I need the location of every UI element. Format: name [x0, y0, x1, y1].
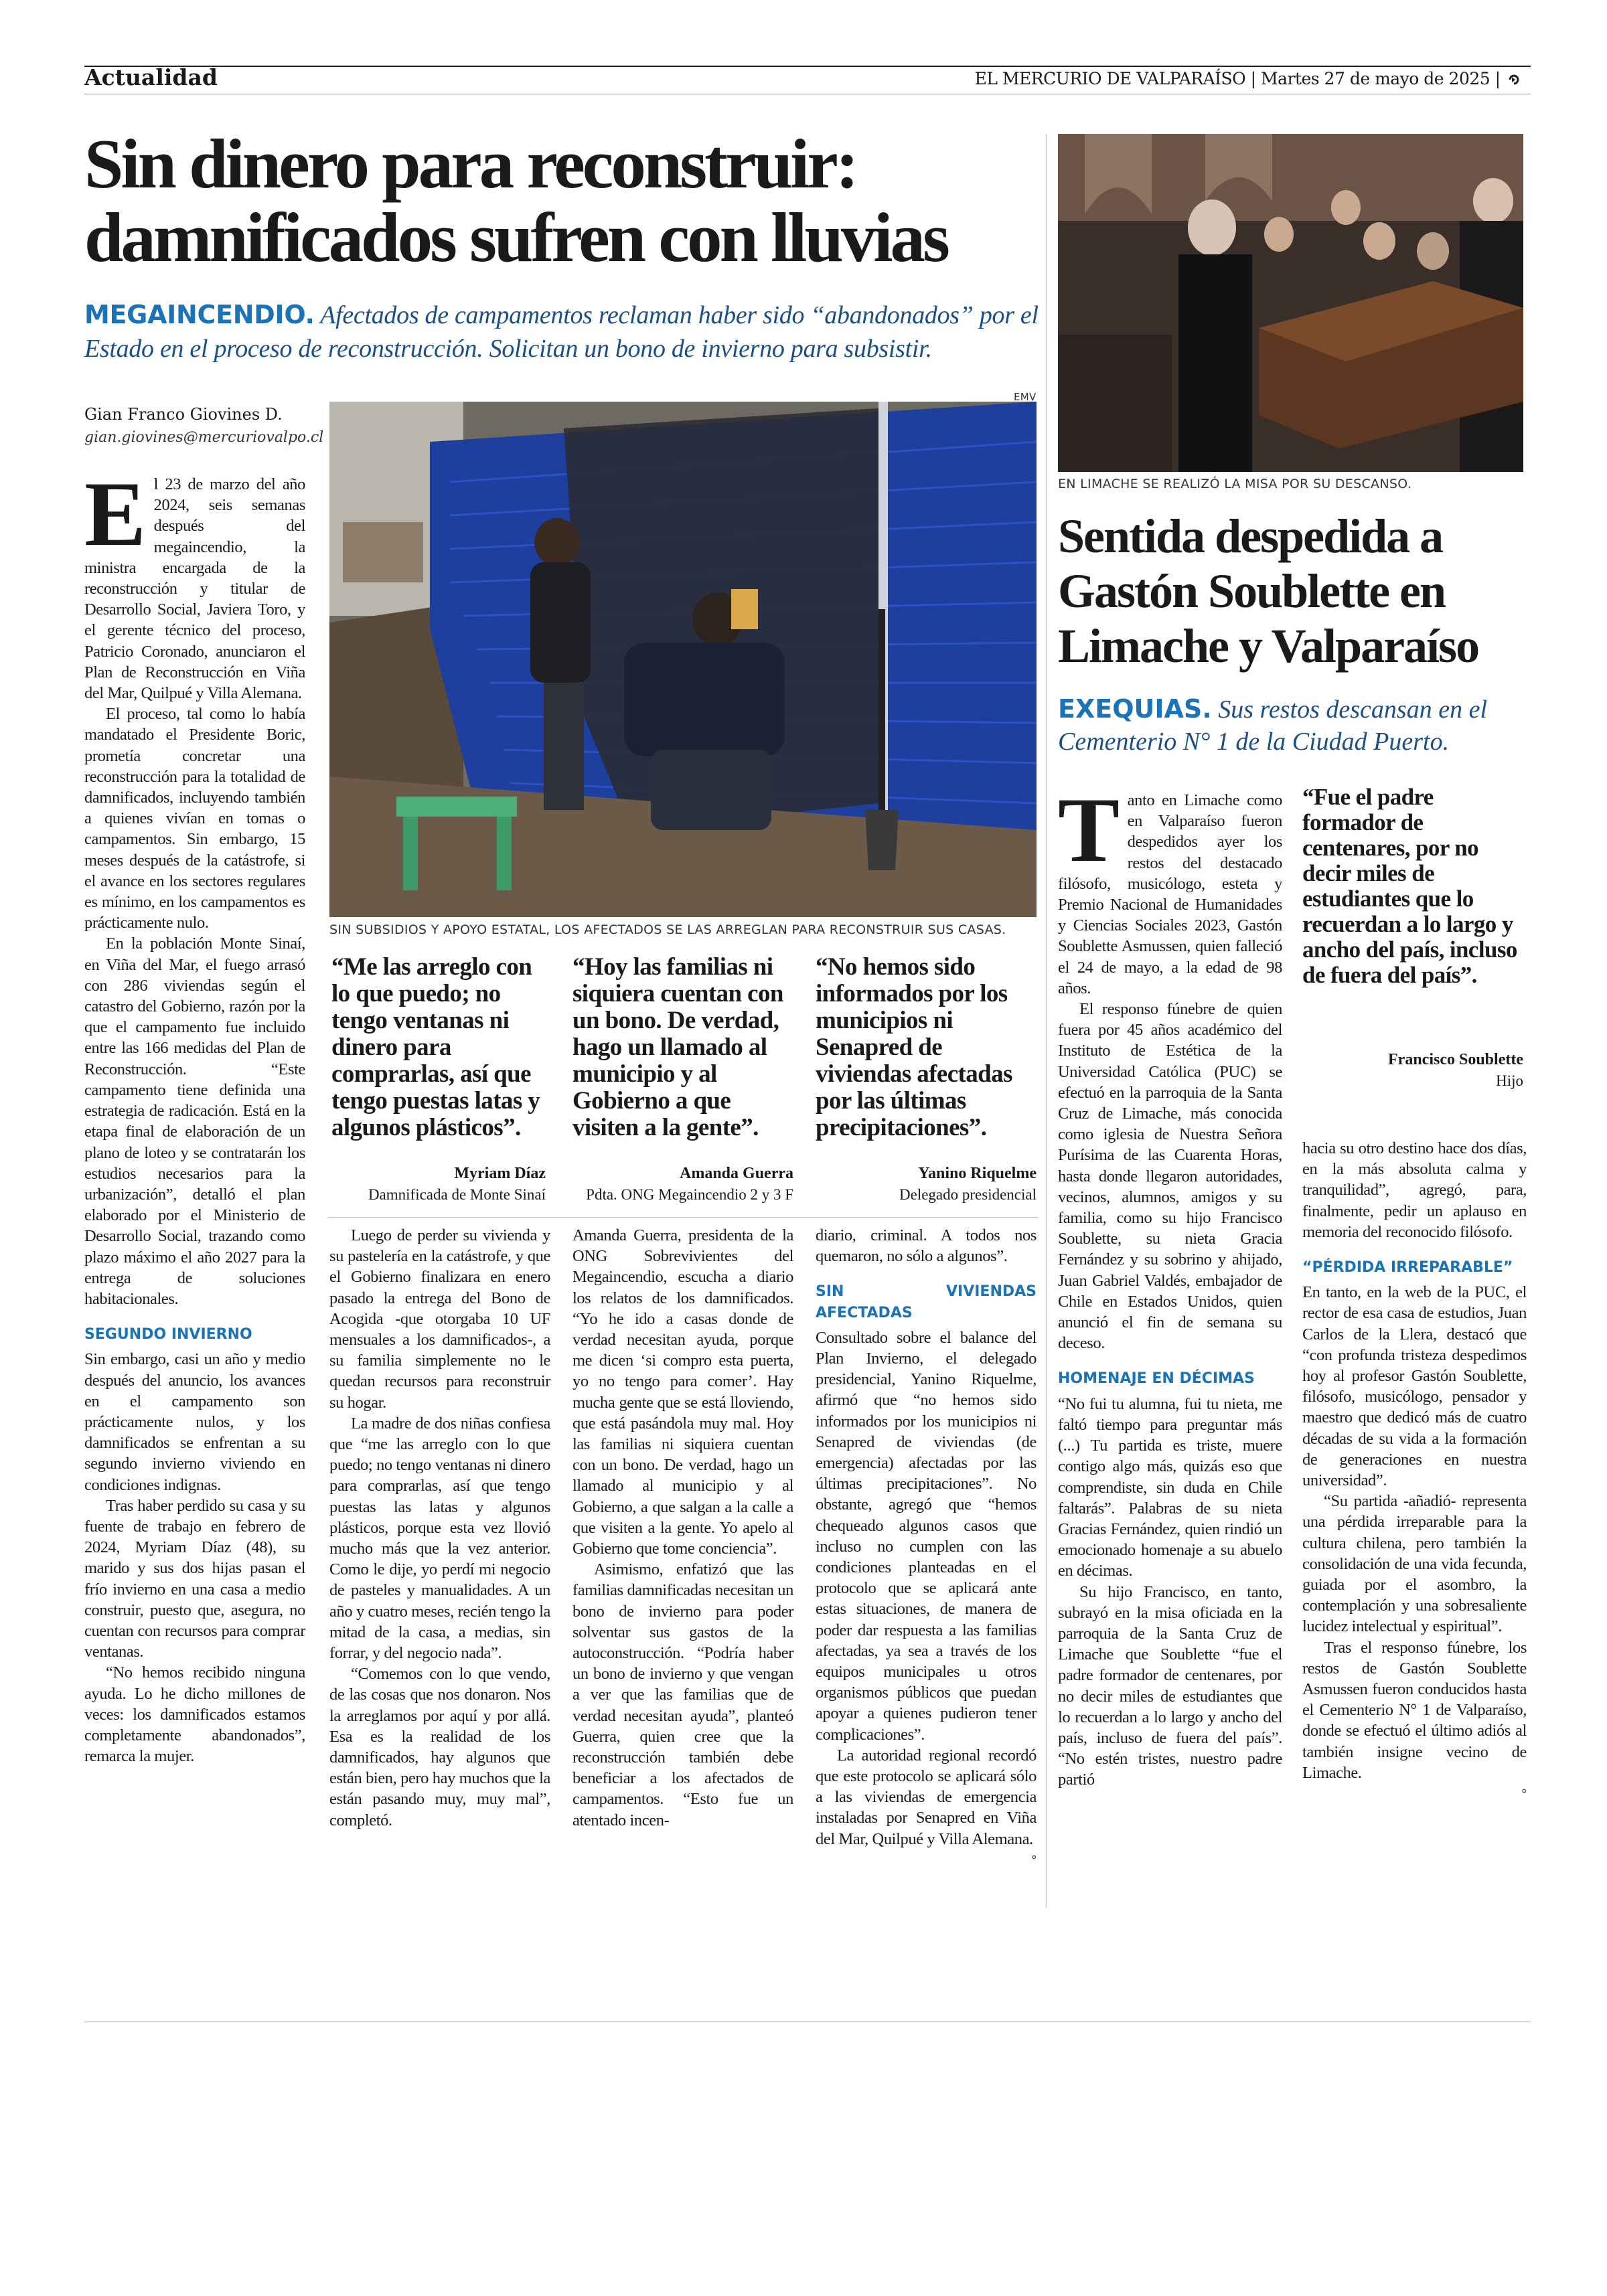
- quote-2-name: Amanda Guerra: [680, 1165, 793, 1182]
- subhead-segundo-invierno: SEGUNDO INVIERNO: [84, 1326, 252, 1343]
- end-mark: [816, 1850, 1037, 1871]
- pull-quote-2: “Hoy las familias ni siquiera cuentan con un bono. De verdad, hago un llamado al municipio y al Gobierno a que visiten a la gente”.: [572, 953, 783, 1141]
- dropcap: E: [84, 463, 146, 565]
- side-quote-name: Francisco Soublette: [1388, 1051, 1523, 1068]
- quote-1-name: Myriam Díaz: [454, 1165, 546, 1182]
- paragraph: Luego de perder su vivienda y su pastelería en la catástrofe, y que el Gobierno finalizara en enero pasado la entrega del Bono de Acogida -que otorgaba 10 UF mensuales a los damnificados-, a su familia simplemente no le quedan recursos para reconstruir su hogar.: [329, 1226, 550, 1412]
- main-lead-text: Afectados de campamentos reclaman haber sido “abandonados” por el Estado en el proceso de reconstrucción. Solicitan un bono de invierno para subsistir.: [84, 301, 1039, 363]
- paragraph: l 23 de marzo del año 2024, seis semanas después del megaincendio, la ministra encargada de la reconstrucción y titular de Desarrollo Social, Javiera Toro, y el gerente técnico del proceso, Patricio Coronado, anunciaron el Plan de Reconstrucción en Viña del Mar, Quilpué y Villa Alemana.: [84, 475, 305, 703]
- side-end-mark-icon: ᐤ: [1521, 1786, 1527, 1803]
- side-lead: [1058, 693, 1527, 758]
- paragraph: Amanda Guerra, presidenta de la ONG Sobrevivientes del Megaincendio, escucha a diario los relatos de los damnificados. “Yo he ido a casas donde de verdad necesitan ayuda, porque me dicen ‘si compro esta puerta, yo no tengo para comer’. Hay mucha gente que se está lloviendo, que está pasándola muy mal. Hoy las familias ni siquiera cuentan con un bono. De verdad, hago un llamado al municipio y al Gobierno, a que salgan a la calle a que visiten a la gente. Yo apelo al Gobierno que tome conciencia”.: [572, 1226, 793, 1558]
- paragraph: “No fui tu alumna, fui tu nieta, me faltó tiempo para preguntar más (...) Tu partida es triste, muere contigo algo más, quizás eso que comprendiste, sin duda en Chile faltarás”. Palabras de su nieta Gracias Fernández, quien rindió un emocionado homenaje a su abuelo en décimas.: [1058, 1394, 1282, 1580]
- headline-line-1: Sin dinero para reconstruir:: [84, 125, 856, 203]
- subhead-perdida: “PÉRDIDA IRREPARABLE”: [1302, 1259, 1513, 1277]
- main-column-4: [816, 1225, 1037, 1871]
- main-lead: [84, 298, 1055, 365]
- main-photo-caption: SIN SUBSIDIOS Y APOYO ESTATAL, LOS AFECTADOS SE LAS ARREGLAN PARA RECONSTRUIR SUS CASAS.: [329, 922, 1006, 937]
- side-photo: [1058, 134, 1523, 472]
- pull-quote-1: “Me las arreglo con lo que puedo; no tengo ventanas ni dinero para comprarlas, así que tengo puestas latas y algunos plásticos”.: [331, 953, 540, 1141]
- paragraph: Sin embargo, casi un año y medio después del anuncio, los avances en el campamento son prácticamente nulos, y los damnificados se enfrentan a su segundo invierno viviendo en condiciones indignas.: [84, 1350, 305, 1494]
- main-kicker: MEGAINCENDIO.: [84, 300, 315, 329]
- paragraph: La madre de dos niñas confiesa que “me las arreglo con lo que puedo; no tengo ventanas ni dinero para comprarlas, así que tengo puestas las latas y algunos plásticos, porque esta vez llovió mucho más que la vez anterior. Como le dije, yo perdí mi negocio de pasteles y manualidades. A un año y cuatro meses, recién tengo la mitad de la casa, a medias, sin forrar, y del negocio nada”.: [329, 1414, 550, 1663]
- quote-1-role: Damnificada de Monte Sinaí: [368, 1186, 546, 1203]
- paragraph: anto en Limache como en Valparaíso fueron despedidos ayer los restos del destacado filósofo, musicólogo, esteta y Premio Nacional de Humanidades y Ciencias Sociales 2023, Gastón Soublette Asmussen, quien falleció el 24 de mayo, a la edad de 98 años.: [1058, 791, 1282, 997]
- paragraph: diario, criminal. A todos nos quemaron, no sólo a algunos”.: [816, 1226, 1037, 1266]
- paragraph: “Comemos con lo que vendo, de las cosas que nos donaron. Nos la arreglamos por aquí y por allá. Esa es la realidad de los damnificados, hay algunos que están bien, pero hay muchos que la están pasando muy, muy mal”, completó.: [329, 1665, 550, 1829]
- side-pull-quote: “Fue el padre formador de centenares, por no decir miles de estudiantes que lo recuerdan a lo largo y ancho del país, incluso de fuera del país”.: [1302, 784, 1517, 988]
- reconstruction-photo: [329, 402, 1037, 917]
- side-lead-text: Sus restos descansan en el Cementerio N° 1 de la Ciudad Puerto.: [1058, 695, 1487, 756]
- side-kicker: EXEQUIAS.: [1058, 694, 1212, 724]
- quote-3-role: Delegado presidencial: [899, 1186, 1037, 1203]
- side-column-2: [1302, 1138, 1527, 1805]
- author-name: Gian Franco Giovines D.: [84, 405, 283, 424]
- main-column-2: [329, 1225, 550, 1831]
- paragraph: Asimismo, enfatizó que las familias damnificadas necesitan un bono de invierno para poder solventar sus gastos de la autoconstrucción. “Podría haber un bono de invierno y que vengan a ver que las familias que de verdad necesitan ayuda”, planteó Guerra, quien cree que la reconstrucción también debe beneficiar a los afectados de campamentos. “Esto fue un atentado incen-: [572, 1560, 793, 1829]
- side-headline: Sentida despedida a Gastón Soublette en Limache y Valparaíso: [1058, 509, 1479, 673]
- main-column-3: [572, 1225, 793, 1831]
- headline-line-2: damnificados sufren con lluvias: [84, 198, 947, 276]
- end-mark-icon: ᐤ: [1030, 1852, 1037, 1869]
- byline: [84, 405, 323, 446]
- paragraph: Consultado sobre el balance del Plan Invierno, el delegado presidencial, Yanino Riquelme, afirmó que “no hemos sido informados por los municipios ni Senapred de viviendas (de emergencia) afectadas por las últimas precipitaciones”. No obstante, agregó que “hemos chequeado algunos casos que incluso no cumplen con las condiciones planteadas en el protocolo que se aplicará ante estas situaciones, de manera de poder dar respuesta a las familias afectadas, ya sea a través de los equipos municipales u otros organismos públicos que puedan apoyar a quienes pudieron tener complicaciones”.: [816, 1328, 1037, 1744]
- paragraph: En tanto, en la web de la PUC, el rector de esa casa de estudios, Juan Carlos de la Llera, destacó que “con profunda tristeza despedimos hoy al profesor Gastón Soublette, filósofo, musicólogo, pensador y maestro que dedicó más de cuatro décadas de su vida a la formación de generaciones en nuestra universidad”.: [1302, 1283, 1527, 1490]
- quotes-divider: [328, 1217, 1038, 1218]
- author-email: gian.giovines@mercuriovalpo.cl: [84, 429, 324, 446]
- paragraph: Tras el responso fúnebre, los restos de Gastón Soublette Asmussen fueron conducidos hasta el Cementerio N° 1 de Valparaíso, donde se efectuó el último adiós al también insigne vecino de Limache.: [1302, 1638, 1527, 1782]
- pull-quote-3: “No hemos sido informados por los municipios ni Senapred de viviendas afectadas por las últimas precipitaciones”.: [816, 953, 1012, 1141]
- side-column-1: [1058, 778, 1282, 1791]
- side-divider: [1046, 134, 1047, 1908]
- side-quote-role: Hijo: [1496, 1072, 1523, 1089]
- paragraph: El responso fúnebre de quien fuera por 45 años académico del Instituto de Estética de la Universidad Católica (PUC) se efectuó en la parroquia de la Santa Cruz de Limache, más conocida como iglesia de Nuestra Señora Purísima de las Cuarenta Horas, hasta donde llegaron autoridades, vecinos, alumnos, amigos y su familia, como su hijo Francisco Soublette, su nieta Gracia Fernández y su sobrino y ahijado, Juan Gabriel Valdés, embajador de Chile en Estados Unidos, quien anunció el fin de semana su deceso.: [1058, 1000, 1282, 1353]
- section-label: Actualidad: [84, 64, 218, 90]
- paragraph: hacia su otro destino hace dos días, en la más absoluta calma y tranquilidad”, agregó, para, finalmente, pedir un aplauso en memoria del reconocido filósofo.: [1302, 1139, 1527, 1241]
- photo-credit: EMV: [1014, 391, 1037, 403]
- side-photo-caption: EN LIMACHE SE REALIZÓ LA MISA POR SU DESCANSO.: [1058, 477, 1412, 491]
- main-headline: [84, 127, 1049, 274]
- subhead-homenaje: HOMENAJE EN DÉCIMAS: [1058, 1370, 1255, 1388]
- paragraph: Tras haber perdido su casa y su fuente de trabajo en febrero de 2024, Myriam Díaz (48), su marido y sus dos hijas pasan el frío invierno en una casa a medio construir, puesto que, asegura, no cuentan con recursos para comprar ventanas.: [84, 1496, 305, 1661]
- main-column-1: [84, 463, 305, 1767]
- paragraph: “No hemos recibido ninguna ayuda. Lo he dicho millones de veces: los damnificados estamos completamente abandonados”, remarca la mujer.: [84, 1663, 305, 1766]
- quote-2-role: Pdta. ONG Megaincendio 2 y 3 F: [586, 1186, 793, 1203]
- header-top-rule: [84, 66, 1531, 67]
- paragraph: “Su partida -añadió- representa una pérdida irreparable para la cultura chilena, pero también la consolidación de una vida fecunda, guiada por el asombro, la contemplación y una sobresaliente lucidez intelectual y espiritual”.: [1302, 1492, 1527, 1636]
- quote-3-name: Yanino Riquelme: [918, 1165, 1037, 1182]
- funeral-photo: [1058, 134, 1523, 472]
- page-arrow-icon: [1508, 70, 1520, 82]
- paragraph: El proceso, tal como lo había mandatado el Presidente Boric, prometía concretar una reconstrucción para la totalidad de damnificados, incluyendo también a quienes vivían en tomas o campamentos. Sin embargo, 15 meses después de la catástrofe, si el avance en los sectores regulares es mínimo, en los campamentos es prácticamente nulo.: [84, 705, 305, 932]
- masthead-date: [975, 69, 1520, 88]
- paragraph: En la población Monte Sinaí, en Viña del Mar, el fuego arrasó con 286 viviendas según el catastro del Gobierno, razón por la que el campamento fue incluido entre las 166 medidas del Plan de Reconstrucción. “Este campamento tiene definida una estrategia de radicación. Está en la etapa final de elaboración de un plano de loteo y se contratarán los estudios necesarios para la urbanización”, detalló el plan elaborado por el Ministerio de Desarrollo Social, trazando como plazo máximo el año 2027 para la entrega de soluciones habitacionales.: [84, 934, 305, 1308]
- main-photo: [329, 402, 1037, 917]
- side-end-mark: [1302, 1783, 1527, 1805]
- masthead-text: EL MERCURIO DE VALPARAÍSO | Martes 27 de mayo de 2025 |: [974, 69, 1501, 88]
- paragraph: La autoridad regional recordó que este protocolo se aplicará sólo a las viviendas de emergencia instaladas por Senapred en Viña del Mar, Quilpué y Villa Alemana.: [816, 1746, 1037, 1848]
- subhead-sin-viviendas: SIN VIVIENDAS AFECTADAS: [816, 1283, 1037, 1321]
- paragraph: Su hijo Francisco, en tanto, subrayó en la misa oficiada en la parroquia de la Santa Cruz de Limache que Soublette “fue el padre formador de centenares, por no decir miles de estudiantes que lo recuerdan a lo largo y ancho del país, incluso de fuera del país”. “No estén tristes, nuestro padre partió: [1058, 1582, 1282, 1789]
- side-dropcap: T: [1058, 778, 1120, 881]
